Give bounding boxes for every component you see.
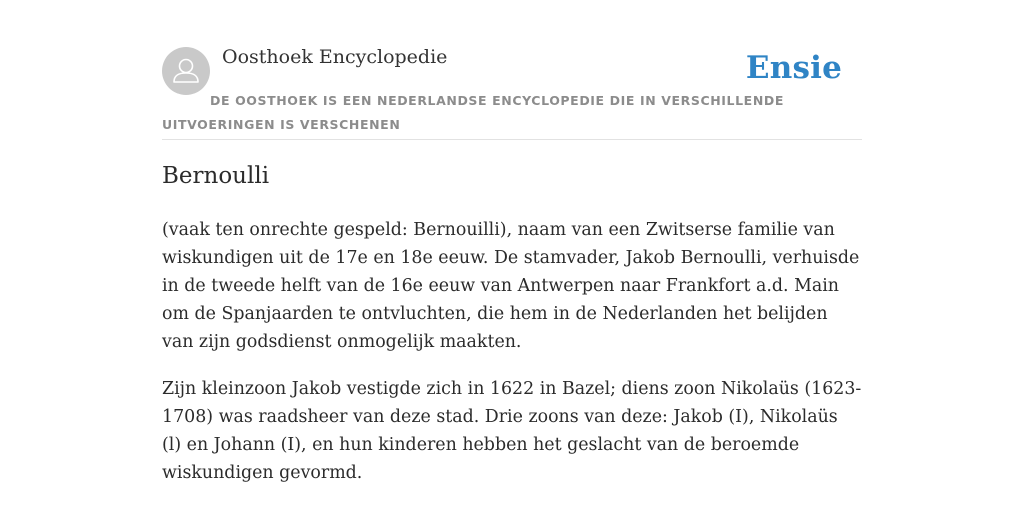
source-avatar[interactable] xyxy=(162,47,210,95)
article-paragraph: Zijn kleinzoon Jakob vestigde zich in 1622 in Bazel; diens zoon Nikolaüs (1623-1708) was raadsheer van deze stad. Drie zoons van deze: Jakob (I), Nikolaüs (l) en Johann (I), en hun kinderen hebben het geslacht van de beroemde wiskundigen gevormd. xyxy=(162,379,862,483)
ensie-logo-link[interactable]: Ensie xyxy=(745,50,842,86)
page-container xyxy=(162,0,862,483)
source-header xyxy=(162,0,862,140)
article-paragraph: (vaak ten onrechte gespeld: Bernouilli), naam van een Zwitserse familie van wiskundigen uit de 17e en 18e eeuw. De stamvader, Jakob Bernoulli, verhuisde in de tweede helft van de 16e eeuw van Antwerpen naar Frankfort a.d. Main om de Spanjaarden te ontvluchten, die hem in de Nederlanden het belijden van zijn godsdienst onmogelijk maakten. xyxy=(162,220,860,352)
source-name-link[interactable]: Oosthoek Encyclopedie xyxy=(222,46,448,68)
article-title: Bernoulli xyxy=(162,163,270,189)
user-silhouette-icon xyxy=(162,47,210,95)
source-tagline: DE OOSTHOEK IS EEN NEDERLANDSE ENCYCLOPEDIE DIE IN VERSCHILLENDE UITVOERINGEN IS VERSCHENEN xyxy=(162,93,784,132)
